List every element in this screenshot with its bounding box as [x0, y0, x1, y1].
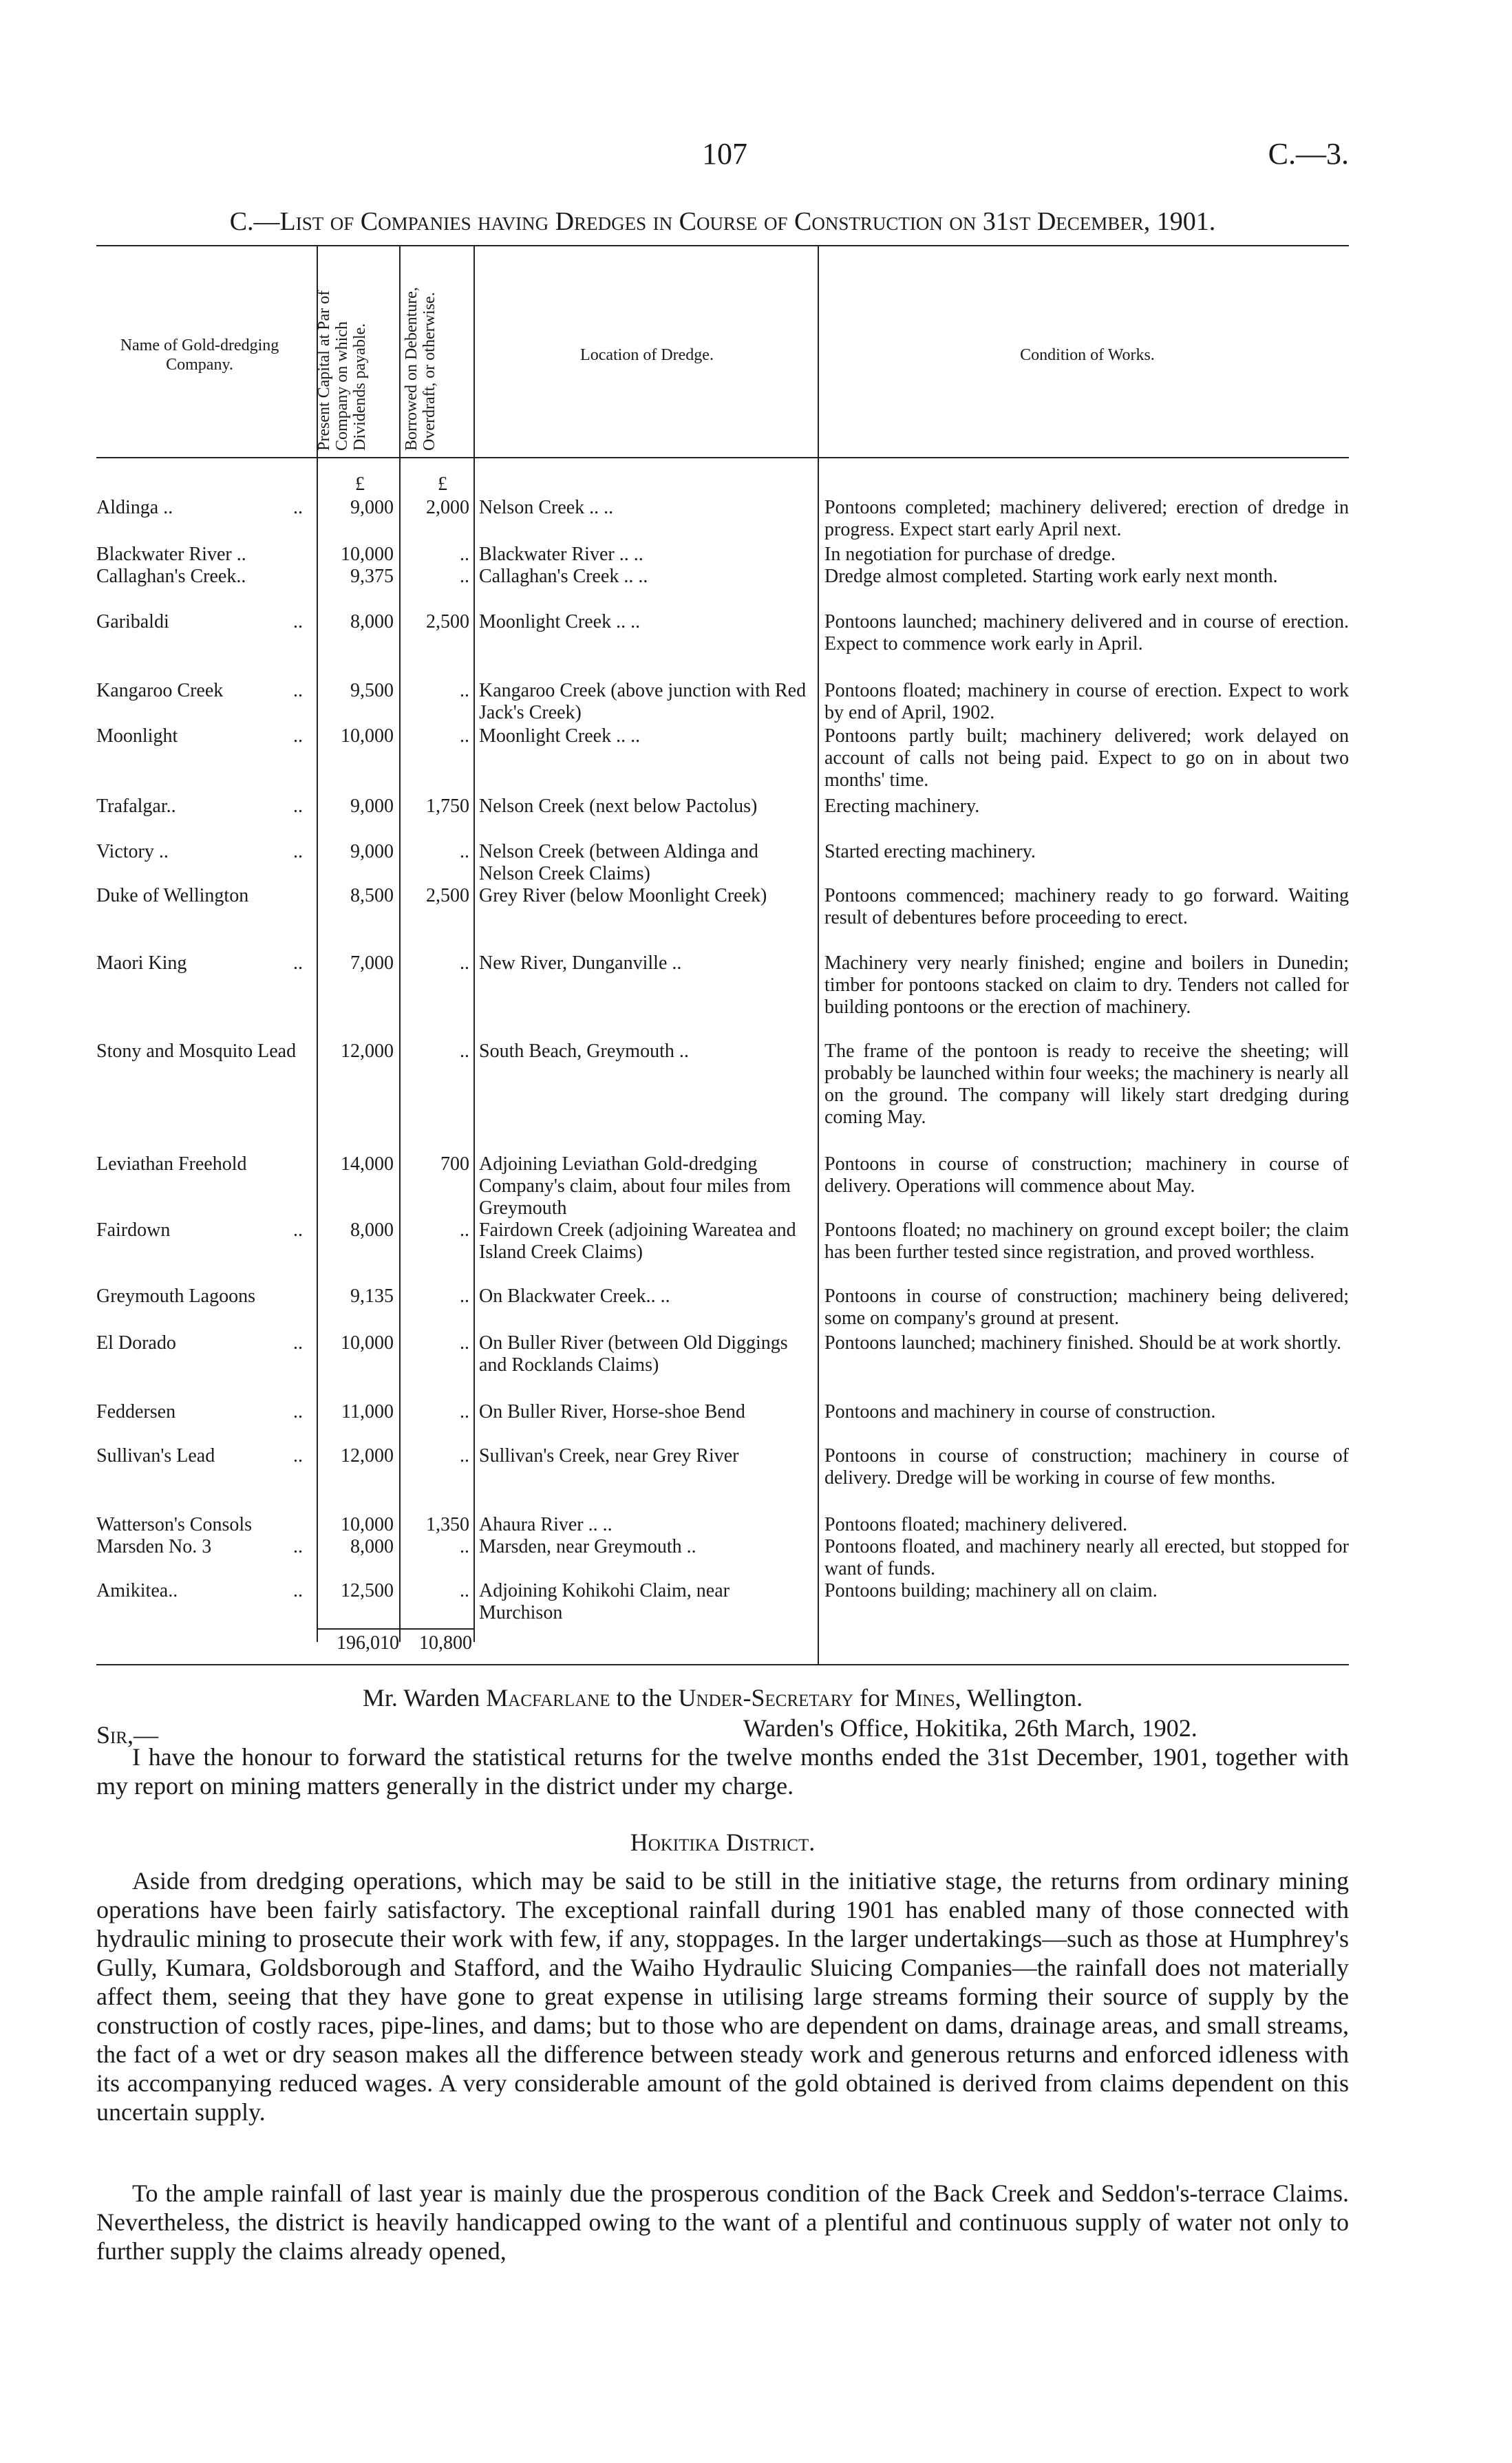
company-name-cell [96, 680, 303, 702]
condition-value: Pontoons building; machinery all on claim. [824, 1580, 1158, 1601]
page-number: 107 [702, 137, 747, 171]
borrowed-value: .. [460, 1041, 469, 1062]
header-condition: Condition of Works. [1020, 346, 1155, 364]
body-paragraph-2 [96, 2179, 1349, 2265]
borrowed-value: .. [460, 841, 469, 862]
condition-value: Pontoons completed; machinery delivered; erection of dredge in progress. Expect start early April next. [824, 497, 1349, 540]
location-value: Adjoining Kohikohi Claim, near Murchison [479, 1580, 730, 1623]
letter-heading-place: , Wellington. [955, 1684, 1083, 1712]
company-name-cell [96, 1401, 303, 1423]
currency-symbol: £ [355, 473, 365, 495]
capital-value: 11,000 [341, 1401, 394, 1422]
location-value: On Buller River, Horse-shoe Bend [479, 1401, 745, 1422]
location-value: Fairdown Creek (adjoining Wareatea and Island Creek Claims) [479, 1219, 796, 1263]
total-borrowed: 10,800 [419, 1632, 472, 1654]
location-value: Nelson Creek .. .. [479, 497, 614, 518]
location-value: Marsden, near Greymouth .. [479, 1536, 696, 1557]
capital-value: 12,000 [341, 1041, 394, 1062]
borrowed-value: .. [460, 725, 469, 747]
condition-value: Erecting machinery. [824, 796, 980, 817]
condition-value: Machinery very nearly finished; engine and boilers in Dunedin; timber for pontoons stacked on claim to dry. Tenders not called for building pontoons or the erection of machinery. [824, 952, 1349, 1018]
capital-value: 9,000 [350, 796, 394, 817]
location-value: Callaghan's Creek .. .. [479, 566, 648, 587]
table-bottom-rule [96, 1664, 1349, 1665]
table-title-prefix: C.— [229, 207, 280, 236]
company-name-cell [96, 841, 303, 863]
location-value: Adjoining Leviathan Gold-dredging Company's claim, about four miles from Greymouth [479, 1153, 791, 1219]
capital-value: 8,000 [350, 1536, 394, 1557]
capital-value: 12,500 [341, 1580, 394, 1601]
condition-value: Pontoons launched; machinery finished. Should be at work shortly. [824, 1332, 1341, 1354]
borrowed-value: 2,000 [426, 497, 469, 518]
company-name: Victory .. [96, 841, 169, 862]
location-value: Nelson Creek (next below Pactolus) [479, 796, 758, 817]
body-paragraph-1 [96, 1866, 1349, 2126]
table-title [96, 206, 1349, 237]
leader-dots: .. [293, 1445, 303, 1467]
condition-value: Pontoons partly built; machinery delivered; work delayed on account of calls not being paid. Expect to go on in about two months' time. [824, 725, 1349, 791]
capital-value: 9,000 [350, 841, 394, 862]
header-location: Location of Dredge. [580, 346, 714, 364]
leader-dots: .. [293, 952, 303, 974]
company-name-cell [96, 1332, 303, 1354]
borrowed-value: 700 [440, 1153, 469, 1175]
company-name: Trafalgar.. [96, 796, 176, 817]
table-header-rule [96, 457, 1349, 458]
total-capital: 196,010 [337, 1632, 399, 1654]
capital-value: 10,000 [341, 725, 394, 747]
location-value: New River, Dunganville .. [479, 952, 682, 974]
borrowed-value: .. [460, 566, 469, 587]
borrowed-value: .. [460, 1219, 469, 1241]
company-name-cell [96, 1445, 303, 1467]
table-title-text: List of Companies having Dredges in Course of Construction on 31st December, 1901. [279, 207, 1216, 236]
company-name-cell [96, 566, 303, 588]
location-value: Grey River (below Moonlight Creek) [479, 885, 767, 906]
company-name-cell [96, 725, 303, 747]
capital-value: 8,000 [350, 611, 394, 632]
location-value: On Buller River (between Old Diggings and Rocklands Claims) [479, 1332, 788, 1376]
leader-dots: .. [293, 680, 303, 701]
company-name: El Dorado [96, 1332, 176, 1354]
condition-value: Pontoons floated; no machinery on ground except boiler; the claim has been further tested since registration, and proved worthless. [824, 1219, 1349, 1263]
office-line: Warden's Office, Hokitika, 26th March, 1902. [743, 1714, 1197, 1742]
header-borrowed: Borrowed on Debenture, Overdraft, or otherwise. [403, 287, 438, 451]
borrowed-value: .. [460, 1332, 469, 1354]
leader-dots: .. [293, 725, 303, 747]
company-name-cell [96, 952, 303, 974]
leader-dots: .. [293, 611, 303, 632]
borrowed-value: .. [460, 1286, 469, 1307]
condition-value: Pontoons in course of construction; machinery in course of delivery. Operations will commence about May. [824, 1153, 1349, 1197]
leader-dots: .. [293, 1580, 303, 1601]
salutation-text: Sir,— [96, 1721, 159, 1749]
condition-value: Pontoons floated; machinery delivered. [824, 1514, 1128, 1535]
borrowed-value: .. [460, 1536, 469, 1557]
company-name: Fairdown [96, 1219, 171, 1241]
company-name: Greymouth Lagoons [96, 1286, 255, 1307]
condition-value: Pontoons in course of construction; machinery being delivered; some on company's ground at present. [824, 1286, 1349, 1329]
header-capital: Present Capital at Par of Company on which Dividends payable. [315, 290, 369, 451]
borrowed-value: .. [460, 1401, 469, 1422]
company-name: Stony and Mosquito Lead [96, 1041, 297, 1062]
condition-value: Pontoons floated; machinery in course of erection. Expect to work by end of April, 1902. [824, 680, 1349, 723]
company-name: Garibaldi [96, 611, 169, 632]
capital-value: 10,000 [341, 1332, 394, 1354]
paragraph-text: Aside from dredging operations, which may be said to be still in the initiative stage, the returns from ordinary mining operations have been fairly satisfactory. The exceptional rainfall during 1901 has enabled many of those connected with hydraulic mining to prosecute their work with few, if any, stoppages. In the larger undertakings—such as those at Humphrey's Gully, Kumara, Goldsborough and Stafford, and the Waiho Hydraulic Sluicing Companies—the rainfall does not materially affect them, seeing that they have gone to great expense in utilising large streams forming their source of supply by the construction of costly races, pipe-lines, and dams; but to those who are dependent on dams, drainage areas, and small streams, the fact of a wet or dry season makes all the difference between steady work and generous returns and enforced idleness with its accompanying reduced wages. A very considerable amount of the gold obtained is derived from claims dependent on this uncertain supply. [96, 1867, 1349, 2126]
company-name: Leviathan Freehold [96, 1153, 247, 1175]
letter-heading-pre: Mr. Warden [362, 1684, 480, 1712]
capital-value: 12,000 [341, 1445, 394, 1467]
borrowed-value: .. [460, 1445, 469, 1467]
column-divider [399, 245, 401, 1642]
intro-text: I have the honour to forward the statistical returns for the twelve months ended the 31st December, 1901, together with my report on mining matters generally in the district under my charge. [96, 1743, 1349, 1800]
page-header [96, 136, 1349, 178]
location-value: Moonlight Creek .. .. [479, 611, 641, 632]
letter-heading-mid: to the [616, 1684, 672, 1712]
capital-value: 10,000 [341, 1514, 394, 1535]
condition-value: Pontoons floated, and machinery nearly all erected, but stopped for want of funds. [824, 1536, 1349, 1579]
company-name-cell [96, 544, 303, 566]
condition-value: Dredge almost completed. Starting work early next month. [824, 566, 1278, 587]
paragraph-text: To the ample rainfall of last year is mainly due the prosperous condition of the Back Creek and Seddon's-terrace Claims. Nevertheless, the district is heavily handicapped owing to the want of a plentiful and continuous supply of water not only to further supply the claims already opened, [96, 2179, 1349, 2265]
location-value: Ahaura River .. .. [479, 1514, 613, 1535]
borrowed-value: .. [460, 1580, 469, 1601]
company-name: Blackwater River .. [96, 544, 246, 565]
company-name: Watterson's Consols [96, 1514, 253, 1535]
condition-value: Pontoons launched; machinery delivered and in course of erection. Expect to commence work early in April. [824, 611, 1349, 654]
totals-rule [317, 1628, 473, 1630]
location-value: Blackwater River .. .. [479, 544, 643, 565]
document-reference: C.—3. [1268, 137, 1349, 171]
location-value: On Blackwater Creek.. .. [479, 1286, 670, 1307]
company-name: Moonlight [96, 725, 178, 747]
capital-value: 8,500 [350, 885, 394, 906]
borrowed-value: 2,500 [426, 611, 469, 632]
condition-value: The frame of the pontoon is ready to receive the sheeting; will probably be launched within four weeks; the machinery is nearly all on the ground. The company will likely start dredging during coming May. [824, 1041, 1349, 1128]
company-name-cell [96, 1536, 303, 1558]
borrowed-value: 1,350 [426, 1514, 469, 1535]
header-name: Name of Gold-dredging Company. [120, 337, 279, 374]
capital-value: 9,135 [350, 1286, 394, 1307]
condition-value: In negotiation for purchase of dredge. [824, 544, 1116, 565]
company-name: Sullivan's Lead [96, 1445, 215, 1467]
condition-value: Pontoons in course of construction; machinery in course of delivery. Dredge will be working in course of few months. [824, 1445, 1349, 1489]
leader-dots: .. [293, 1219, 303, 1241]
letter-heading-for: for [860, 1684, 889, 1712]
leader-dots: .. [293, 1536, 303, 1557]
table-top-rule [96, 245, 1349, 246]
section-heading [96, 1828, 1349, 1857]
condition-value: Pontoons and machinery in course of construction. [824, 1401, 1216, 1422]
location-value: Kangaroo Creek (above junction with Red Jack's Creek) [479, 680, 807, 723]
capital-value: 9,500 [350, 680, 394, 701]
borrowed-value: 1,750 [426, 796, 469, 817]
column-divider [818, 245, 819, 1664]
location-value: Moonlight Creek .. .. [479, 725, 641, 747]
location-value: Nelson Creek (between Aldinga and Nelson Creek Claims) [479, 841, 758, 884]
location-value: Sullivan's Creek, near Grey River [479, 1445, 739, 1467]
location-value: South Beach, Greymouth .. [479, 1041, 689, 1062]
column-divider [317, 245, 318, 1642]
company-name: Amikitea.. [96, 1580, 178, 1601]
company-name: Marsden No. 3 [96, 1536, 212, 1557]
section-heading-text: Hokitika District. [630, 1828, 816, 1856]
intro-paragraph [96, 1742, 1349, 1800]
company-name: Kangaroo Creek [96, 680, 224, 701]
letter-heading-name: Macfarlane [486, 1684, 610, 1712]
currency-symbol: £ [438, 473, 447, 495]
capital-value: 8,000 [350, 1219, 394, 1241]
company-name-cell [96, 497, 303, 519]
letter-heading [96, 1683, 1349, 1712]
letter-heading-to: Under-Secretary [678, 1684, 854, 1712]
condition-value: Started erecting machinery. [824, 841, 1036, 862]
column-divider [473, 245, 475, 1642]
capital-value: 9,375 [350, 566, 394, 587]
company-name-cell [96, 796, 303, 818]
company-name: Aldinga .. [96, 497, 173, 518]
company-name-cell [96, 1219, 303, 1241]
capital-value: 7,000 [350, 952, 394, 974]
borrowed-value: 2,500 [426, 885, 469, 906]
company-name-cell [96, 611, 303, 633]
leader-dots: .. [293, 497, 303, 518]
letter-heading-mines: Mines [895, 1684, 955, 1712]
borrowed-value: .. [460, 952, 469, 974]
company-name: Duke of Wellington [96, 885, 249, 906]
capital-value: 14,000 [341, 1153, 394, 1175]
leader-dots: .. [293, 796, 303, 817]
company-name-cell [96, 885, 303, 907]
leader-dots: .. [293, 1401, 303, 1422]
borrowed-value: .. [460, 544, 469, 565]
capital-value: 10,000 [341, 544, 394, 565]
capital-value: 9,000 [350, 497, 394, 518]
company-name: Maori King [96, 952, 187, 974]
leader-dots: .. [293, 1332, 303, 1354]
company-name: Feddersen [96, 1401, 176, 1422]
company-name: Callaghan's Creek.. [96, 566, 246, 587]
company-name-cell [96, 1580, 303, 1602]
leader-dots: .. [293, 841, 303, 862]
condition-value: Pontoons commenced; machinery ready to go forward. Waiting result of debentures before proceeding to erect. [824, 885, 1349, 928]
borrowed-value: .. [460, 680, 469, 701]
